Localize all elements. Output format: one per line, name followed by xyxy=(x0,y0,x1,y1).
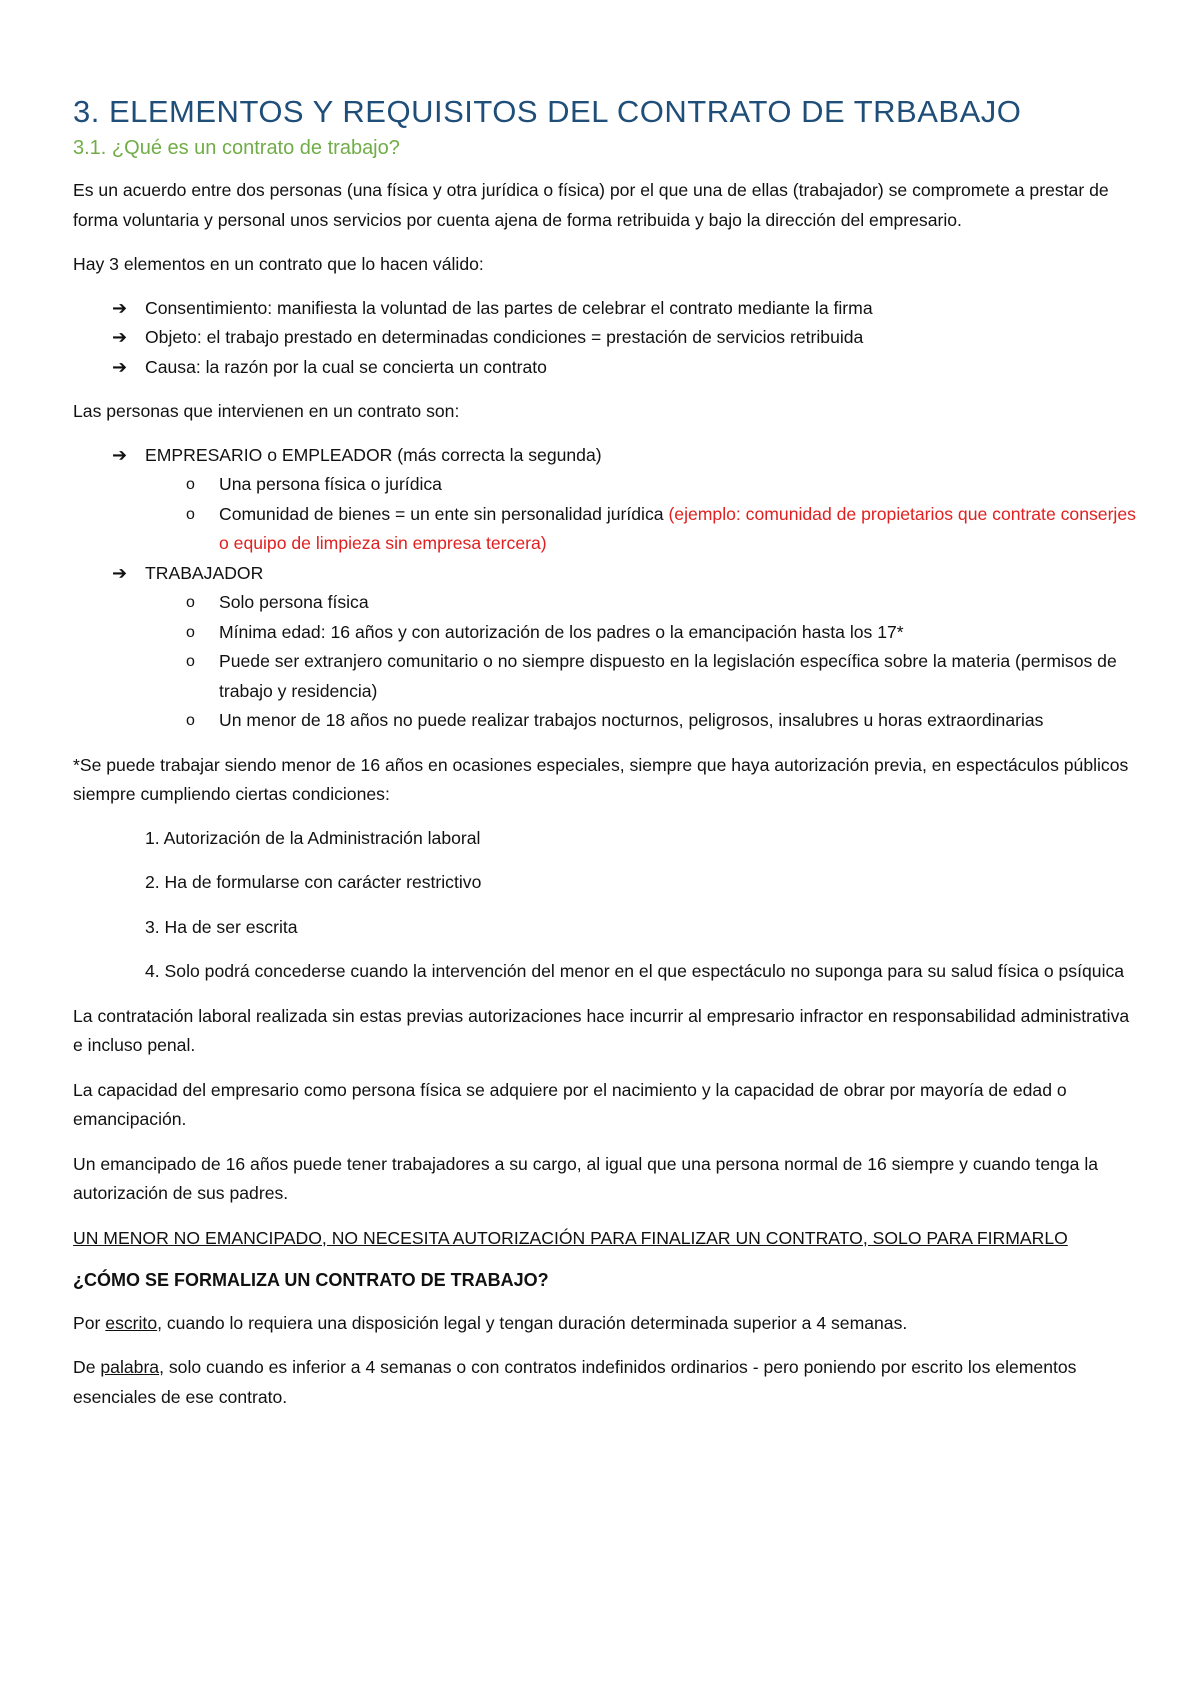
spoken-keyword: palabra xyxy=(100,1357,160,1377)
employer-sublist xyxy=(73,470,1143,559)
circle-bullet-icon: o xyxy=(186,505,195,523)
list-item: o Un menor de 18 años no puede realizar trabajos nocturnos, peligrosos, insalubres u horas extraordinarias xyxy=(73,706,1143,736)
conditions-list xyxy=(73,824,1143,987)
document-content xyxy=(73,92,1143,1412)
written-keyword: escrito xyxy=(105,1312,158,1333)
persons-list-worker xyxy=(73,559,1143,589)
intro-paragraph: Es un acuerdo entre dos personas (una física y otra jurídica o física) por el que una de ellas (trabajador) se compromete a prestar de forma voluntaria y personal unos servicios por cuenta ajena de forma retribuida y bajo la dirección del empresario. xyxy=(73,180,1109,230)
list-item: 3. Ha de ser escrita xyxy=(145,916,298,937)
note-paragraph: *Se puede trabajar siendo menor de 16 años en ocasiones especiales, siempre que haya autorización previa, en espectáculos públicos siempre cumpliendo ciertas condiciones: xyxy=(73,754,1129,804)
list-item: ➔ Objeto: el trabajo prestado en determinadas condiciones = prestación de servicios retribuida xyxy=(73,323,1143,353)
elements-list xyxy=(73,294,1143,383)
circle-bullet-icon: o xyxy=(186,594,195,611)
arrow-icon: ➔ xyxy=(112,444,128,465)
underlined-note: UN MENOR NO EMANCIPADO, NO NECESITA AUTORIZACIÓN PARA FINALIZAR UN CONTRATO, SOLO PARA FIRMARLO xyxy=(73,1227,1068,1248)
example-highlight: (ejemplo: comunidad de propietarios que contrate conserjes o equipo de limpieza sin empresa tercera) xyxy=(219,503,1136,553)
page-title: 3. ELEMENTOS Y REQUISITOS DEL CONTRATO DE TRBABAJO xyxy=(73,94,1022,129)
circle-bullet-icon: o xyxy=(186,623,195,641)
paragraph-capacity: La capacidad del empresario como persona física se adquiere por el nacimiento y la capacidad de obrar por mayoría de edad o emancipación. xyxy=(73,1079,1067,1129)
circle-bullet-icon: o xyxy=(186,476,195,493)
paragraph-written: Por escrito, cuando lo requiera una disposición legal y tengan duración determinada superior a 4 semanas. xyxy=(73,1312,908,1333)
circle-bullet-icon: o xyxy=(186,653,195,670)
list-item: o Mínima edad: 16 años y con autorización de los padres o la emancipación hasta los 17* xyxy=(73,618,1143,648)
section-subtitle: 3.1. ¿Qué es un contrato de trabajo? xyxy=(73,137,400,159)
list-item: o Puede ser extranjero comunitario o no siempre dispuesto en la legislación específica sobre la materia (permisos de trabajo y residencia) xyxy=(73,647,1143,706)
list-item: ➔ Consentimiento: manifiesta la voluntad de las partes de celebrar el contrato mediante la firma xyxy=(73,294,1143,324)
paragraph-spoken: De palabra, solo cuando es inferior a 4 semanas o con contratos indefinidos ordinarios - pero poniendo por escrito los elementos esenciales de ese contrato. xyxy=(73,1357,1077,1407)
formalize-heading: ¿CÓMO SE FORMALIZA UN CONTRATO DE TRABAJO? xyxy=(73,1270,549,1290)
circle-bullet-icon: o xyxy=(186,712,195,729)
list-item-employer: ➔ EMPRESARIO o EMPLEADOR (más correcta la segunda) xyxy=(73,441,1143,471)
list-item: o Solo persona física xyxy=(73,588,1143,618)
list-item: 4. Solo podrá concederse cuando la intervención del menor en el que espectáculo no suponga para su salud física o psíquica xyxy=(145,961,1125,981)
list-item: 1. Autorización de la Administración laboral xyxy=(145,827,481,848)
list-item: o Comunidad de bienes = un ente sin personalidad jurídica (ejemplo: comunidad de propietarios que contrate conserjes o equipo de limpieza sin empresa tercera) xyxy=(73,500,1143,559)
arrow-icon: ➔ xyxy=(112,562,128,583)
arrow-icon: ➔ xyxy=(112,356,128,377)
persons-list xyxy=(73,441,1143,471)
persons-intro: Las personas que intervienen en un contrato son: xyxy=(73,401,460,421)
list-item: o Una persona física o jurídica xyxy=(73,470,1143,500)
list-item: ➔ Causa: la razón por la cual se concierta un contrato xyxy=(73,353,1143,383)
worker-sublist xyxy=(73,588,1143,736)
elements-intro: Hay 3 elementos en un contrato que lo hacen válido: xyxy=(73,254,484,274)
paragraph-responsibility: La contratación laboral realizada sin estas previas autorizaciones hace incurrir al empresario infractor en responsabilidad administrativa e incluso penal. xyxy=(73,1005,1130,1055)
paragraph-emancipated: Un emancipado de 16 años puede tener trabajadores a su cargo, al igual que una persona normal de 16 siempre y cuando tenga la autorización de sus padres. xyxy=(73,1153,1099,1203)
list-item: 2. Ha de formularse con carácter restrictivo xyxy=(145,872,482,892)
arrow-icon: ➔ xyxy=(112,297,128,318)
arrow-icon: ➔ xyxy=(112,327,128,347)
list-item-worker: ➔ TRABAJADOR xyxy=(73,559,1143,589)
